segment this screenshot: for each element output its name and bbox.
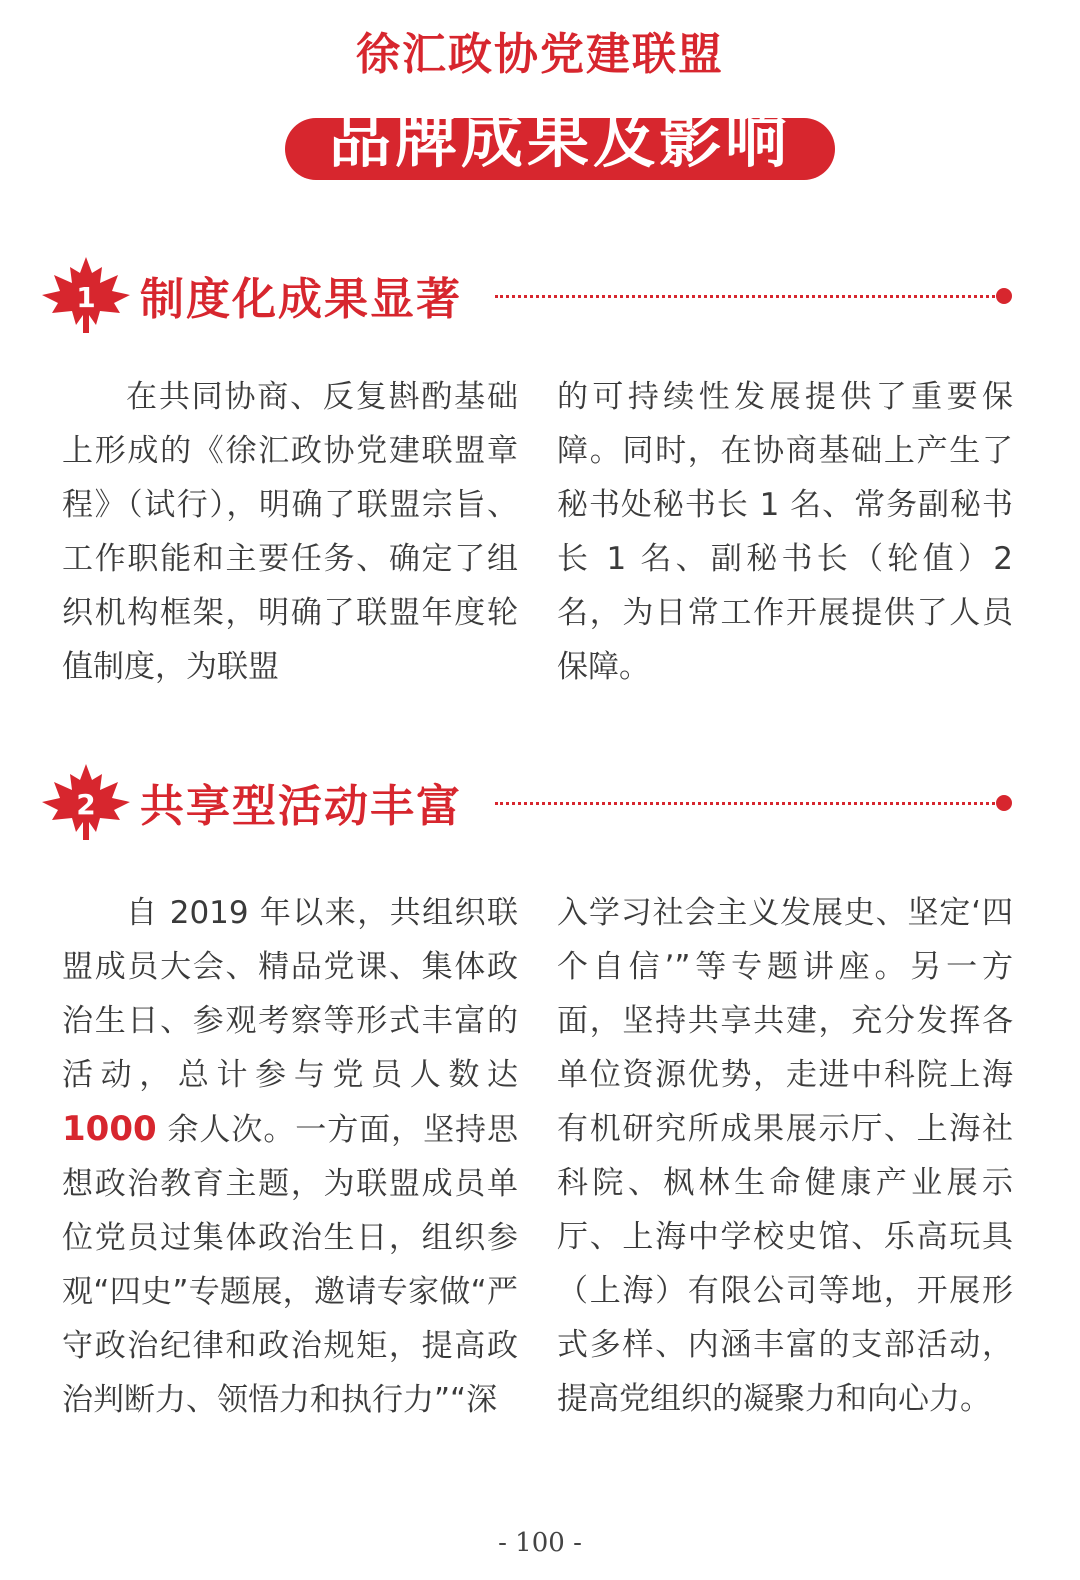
page-number: - 100 - bbox=[498, 1528, 582, 1558]
section-1-right-paragraph: 的可持续性发展提供了重要保障。同时，在协商基础上产生了秘书处秘书长 1 名、常务副秘书长 1 名、副秘书长（轮值）2 名，为日常工作开展提供了人员保障。 bbox=[557, 379, 1013, 685]
dotted-divider bbox=[495, 802, 995, 805]
section-2-right-column bbox=[557, 886, 1013, 1426]
section-1-right-column bbox=[557, 370, 1013, 694]
section-2-number: 2 bbox=[76, 788, 96, 821]
maple-leaf-icon bbox=[40, 762, 132, 842]
section-2-left-paragraph bbox=[62, 886, 518, 1427]
section-2-left-column bbox=[62, 886, 518, 1427]
section-1-left-column bbox=[62, 370, 518, 694]
header-title: 徐汇政协党建联盟 bbox=[356, 29, 724, 80]
dotted-divider bbox=[495, 295, 995, 298]
section-1-header bbox=[40, 255, 1020, 335]
banner-title: 品牌成果及影响 bbox=[328, 103, 791, 176]
section-1-number: 1 bbox=[76, 281, 96, 314]
section-1-left-paragraph: 在共同协商、反复斟酌基础上形成的《徐汇政协党建联盟章程》（试行），明确了联盟宗旨、工作职能和主要任务、确定了组织机构框架，明确了联盟年度轮值制度，为联盟 bbox=[62, 379, 518, 685]
section-2-text-a: 自 2019 年以来，共组织联盟成员大会、精品党课、集体政治生日、参观考察等形式丰富的活动，总计参与党员人数达 bbox=[62, 895, 518, 1093]
section-2-title: 共享型活动丰富 bbox=[140, 781, 462, 832]
divider-end-dot bbox=[996, 288, 1012, 304]
section-2-right-paragraph: 入学习社会主义发展史、坚定‘四个自信’”等专题讲座。另一方面，坚持共享共建，充分发挥各单位资源优势，走进中科院上海有机研究所成果展示厅、上海社科院、枫林生命健康产业展示厅、上海中学校史馆、乐高玩具（上海）有限公司等地，开展形式多样、内涵丰富的支部活动，提高党组织的凝聚力和向心力。 bbox=[557, 895, 1013, 1417]
section-1-title: 制度化成果显著 bbox=[140, 274, 462, 325]
section-2-text-b: 余人次。一方面，坚持思想政治教育主题，为联盟成员单位党员过集体政治生日，组织参观“四史”专题展，邀请专家做“严守政治纪律和政治规矩，提高政治判断力、领悟力和执行力”“深 bbox=[62, 1112, 518, 1418]
maple-leaf-icon bbox=[40, 255, 132, 335]
divider-end-dot bbox=[996, 795, 1012, 811]
section-2-header bbox=[40, 762, 1020, 842]
highlight-number: 1000 bbox=[62, 1109, 157, 1149]
